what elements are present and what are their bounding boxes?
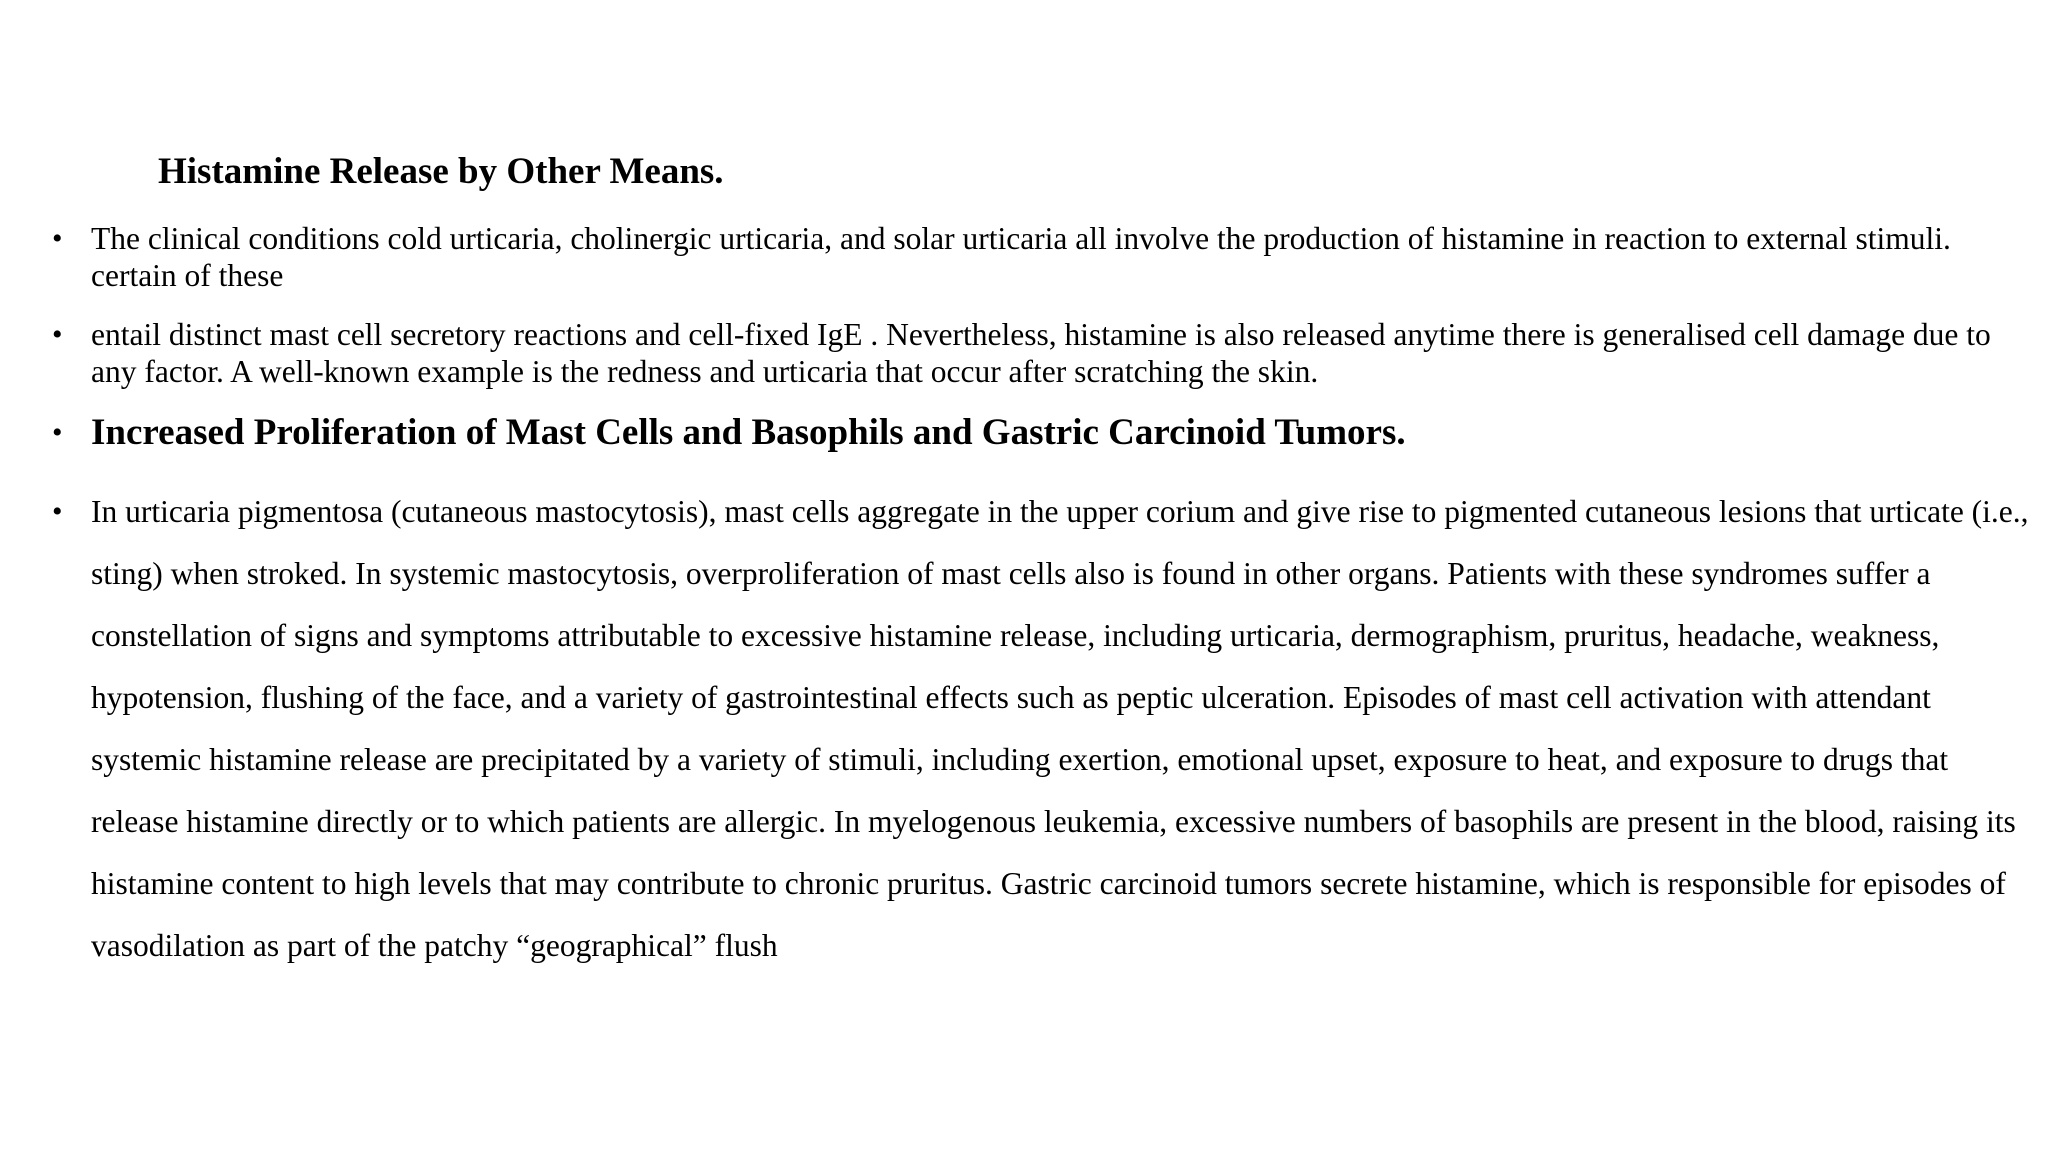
- bullet-text: entail distinct mast cell secretory reactions and cell-fixed IgE . Nevertheless, histamine is also released anytime there is generalised cell damage due to any factor. A well-known example is the redness and urticaria that occur after scratching the skin.: [91, 317, 1991, 389]
- bullet-marker: •: [52, 416, 63, 449]
- bullet-marker: •: [52, 222, 63, 255]
- bullet-text: In urticaria pigmentosa (cutaneous mastocytosis), mast cells aggregate in the upper corium and give rise to pigmented cutaneous lesions that urticate (i.e., sting) when stroked. In systemic mastocytosis, overproliferation of mast cells also is found in other organs. Patients with these syndromes suffer a constellation of signs and symptoms attributable to excessive histamine release, including urticaria, dermographism, pruritus, headache, weakness, hypotension, flushing of the face, and a variety of gastrointestinal effects such as peptic ulceration. Episodes of mast cell activation with attendant systemic histamine release are precipitated by a variety of stimuli, including exertion, emotional upset, exposure to heat, and exposure to drugs that release histamine directly or to which patients are allergic. In myelogenous leukemia, excessive numbers of basophils are present in the blood, raising its histamine content to high levels that may contribute to chronic pruritus. Gastric carcinoid tumors secrete histamine, which is responsible for episodes of vasodilation as part of the patchy “geographical” flush: [91, 494, 2029, 963]
- slide-title: Histamine Release by Other Means.: [158, 151, 724, 192]
- section-heading: Increased Proliferation of Mast Cells and Basophils and Gastric Carcinoid Tumors.: [91, 412, 1406, 453]
- bullet-marker: •: [52, 495, 63, 528]
- bullet-marker: •: [52, 318, 63, 351]
- bullet-text: The clinical conditions cold urticaria, cholinergic urticaria, and solar urticaria all involve the production of histamine in reaction to external stimuli. certain of these: [91, 221, 1951, 293]
